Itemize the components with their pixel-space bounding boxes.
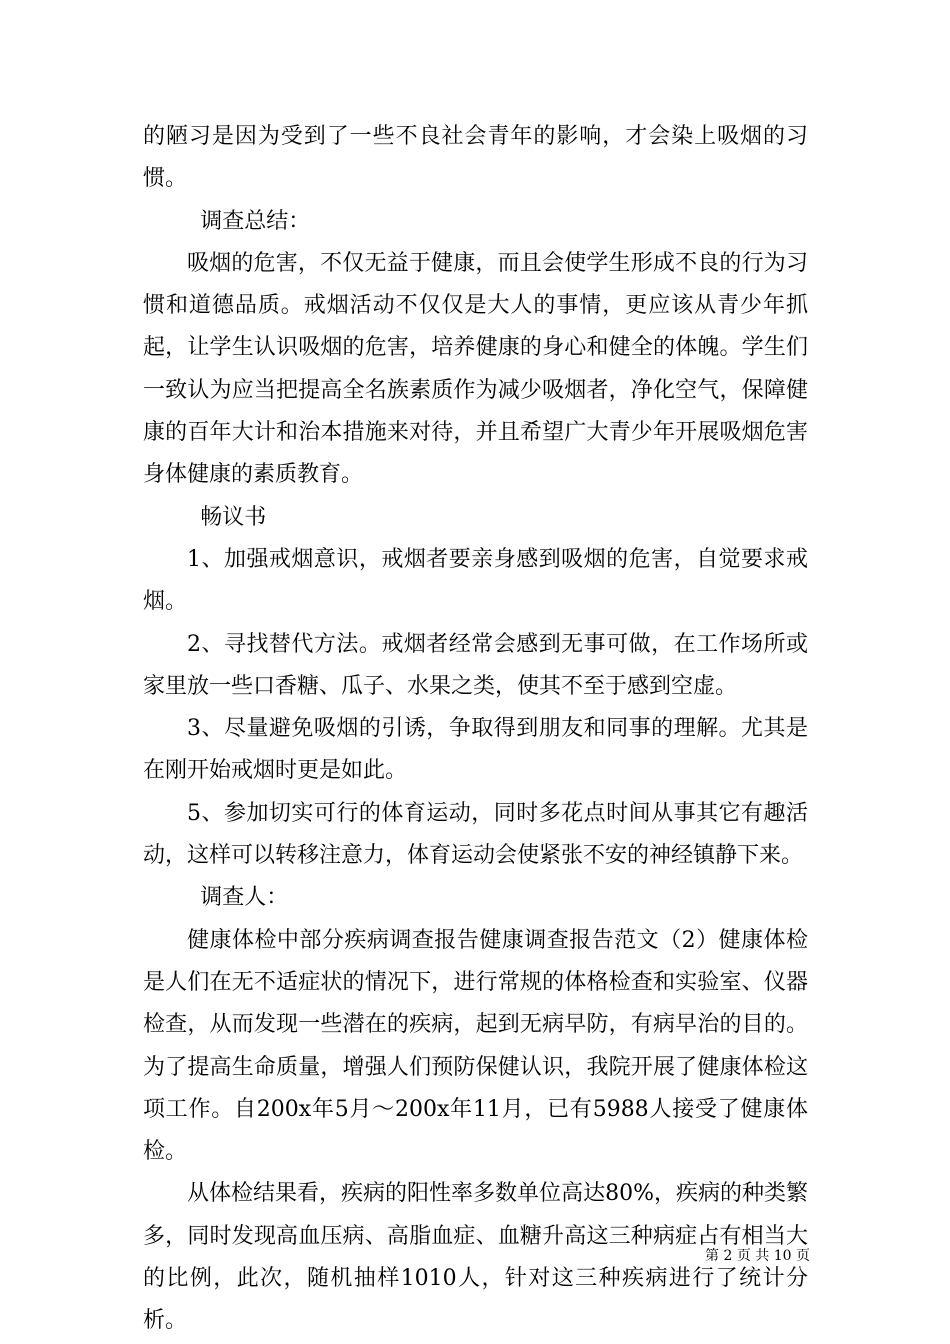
paragraph-summary: 吸烟的危害，不仅无益于健康，而且会使学生形成不良的行为习惯和道德品质。戒烟活动不仅仅是大人的事情，更应该从青少年抓起，让学生认识吸烟的危害，培养健康的身心和健全的体魄。学生们一致认为应当把提高全名族素质作为减少吸烟者，净化空气，保障健康的百年大计和治本措施来对待，并且希望广大青少年开展吸烟危害身体健康的素质教育。: [143, 250, 808, 488]
paragraph-continuation: 的陋习是因为受到了一些不良社会青年的影响，才会染上吸烟的习惯。: [143, 124, 808, 192]
paragraph-health-checkup: 健康体检中部分疾病调查报告健康调查报告范文（2）健康体检是人们在无不适症状的情况下，进行常规的体格检查和实验室、仪器检查，从而发现一些潜在的疾病，起到无病早防，有病早治的目的。为了提高生命质量，增强人们预防保健认识，我院开展了健康体检这项工作。自200x年5月～200x年11月，已有5988人接受了健康体检。: [143, 927, 808, 1165]
proposal-item-1: 1、加强戒烟意识，戒烟者要亲身感到吸烟的危害，自觉要求戒烟。: [143, 546, 808, 615]
section-heading-proposal: 畅议书: [200, 504, 267, 530]
proposal-item-3: 3、尽量避免吸烟的引诱，争取得到朋友和同事的理解。尤其是在刚开始戒烟时更是如此。: [143, 716, 808, 784]
proposal-item-5: 5、参加切实可行的体育运动，同时多花点时间从事其它有趣活动，这样可以转移注意力，体育运动会使紧张不安的神经镇静下来。: [143, 800, 808, 869]
document-body: [143, 116, 808, 1343]
proposal-item-2: 2、寻找替代方法。戒烟者经常会感到无事可做，在工作场所或家里放一些口香糖、瓜子、水果之类，使其不至于感到空虚。: [143, 631, 808, 699]
paragraph-results: 从体检结果看，疾病的阳性率多数单位高达80%，疾病的种类繁多，同时发现高血压病、高脂血症、血糖升高这三种病症占有相当大的比例，此次，随机抽样1010人，针对这三种疾病进行了统计分析。: [143, 1181, 808, 1334]
section-heading-investigator: 调查人：: [200, 885, 289, 911]
section-heading-summary: 调查总结：: [200, 208, 311, 234]
page-number: 第 2 页 共 10 页: [705, 1248, 810, 1264]
